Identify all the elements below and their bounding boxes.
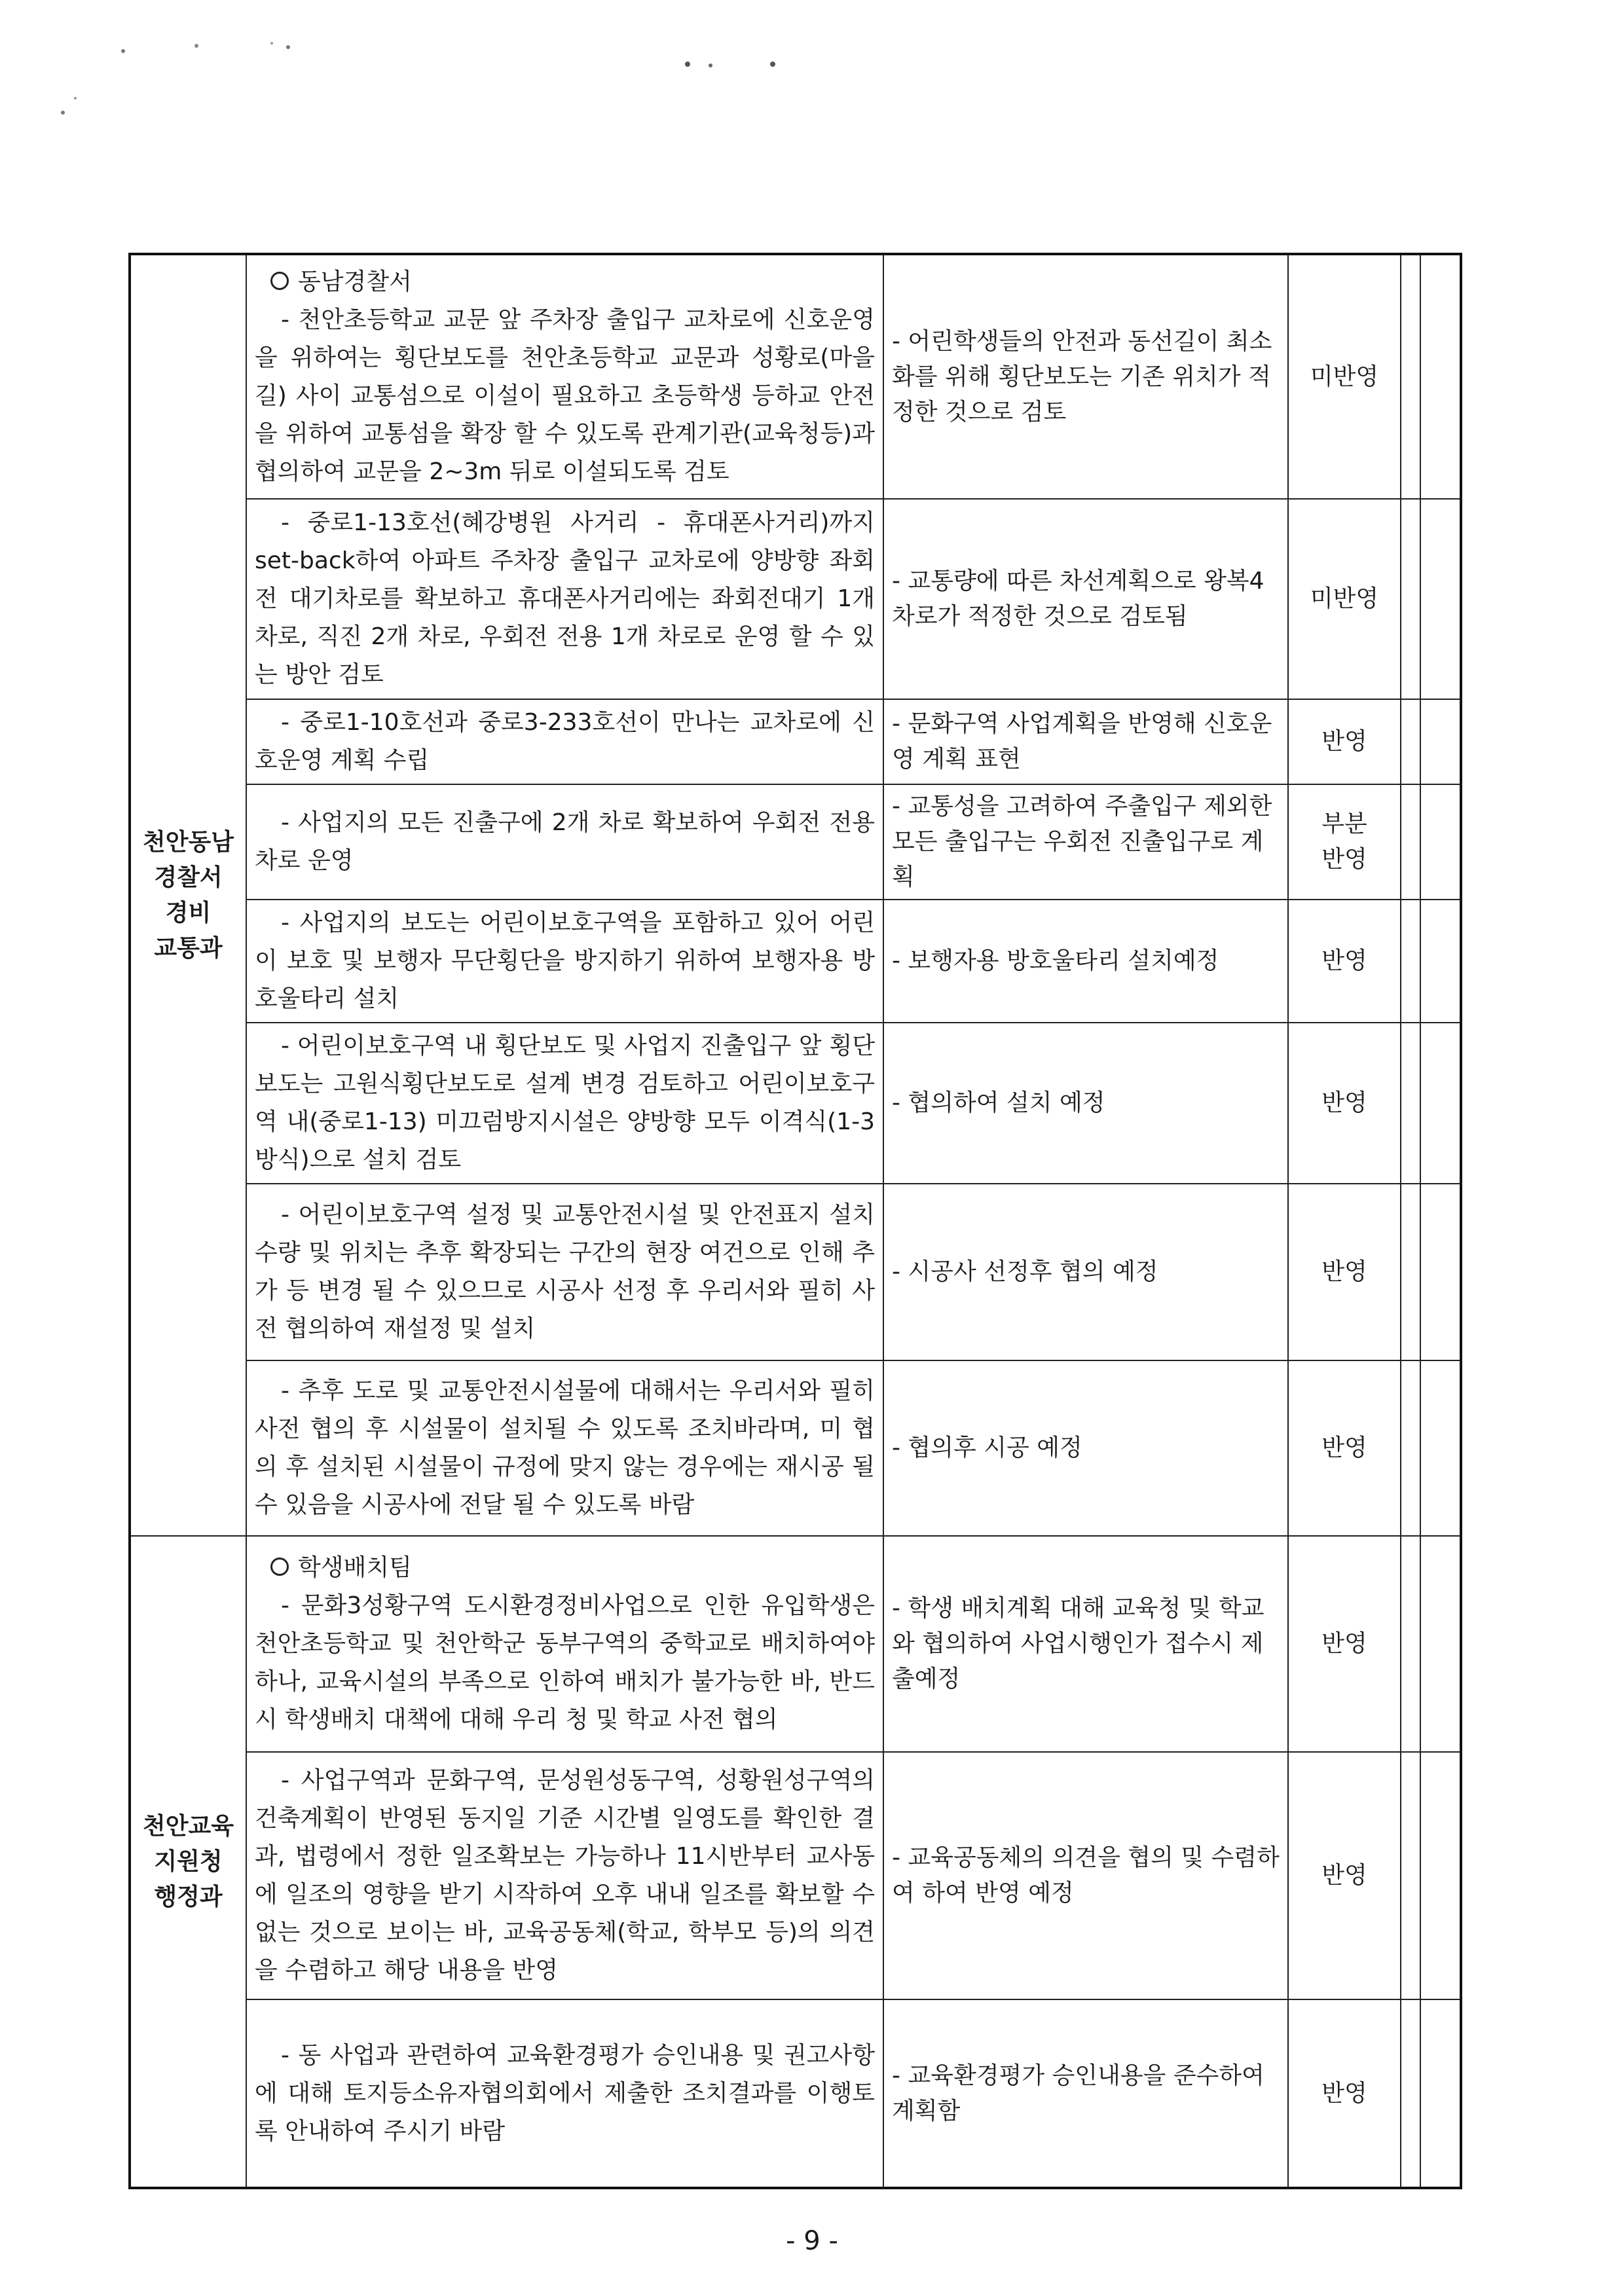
blank-cell — [1401, 1752, 1420, 1999]
opinion-text: - 사업지의 보도는 어린이보호구역을 포함하고 있어 어린이 보호 및 보행자 무단횡단을 방지하기 위하여 보행자용 방호울타리 설치 — [246, 900, 883, 1023]
table-row — [130, 1752, 1461, 1999]
opinion-cell — [246, 254, 883, 499]
blank-cell — [1401, 1023, 1420, 1184]
blank-cell — [1420, 1752, 1461, 1999]
circle-bullet-icon — [270, 1558, 289, 1576]
blank-cell — [1401, 699, 1420, 784]
blank-cell — [1420, 1184, 1461, 1360]
plan-text: - 어린학생들의 안전과 동선길이 최소화를 위해 횡단보도는 기존 위치가 적정한 것으로 검토 — [883, 254, 1288, 499]
opinion-text: - 문화3성황구역 도시환경정비사업으로 인한 유입학생은 천안초등학교 및 천안학군 동부구역의 중학교로 배치하여야하나, 교육시설의 부족으로 인하여 배치가 불가능한 바, 반드시 학생배치 대책에 대해 우리 청 및 학교 사전 협의 — [255, 1592, 875, 1733]
blank-cell — [1420, 254, 1461, 499]
table-row — [130, 1184, 1461, 1360]
blank-cell — [1420, 499, 1461, 699]
opinion-text: - 중로1-10호선과 중로3-233호선이 만나는 교차로에 신호운영 계획 수립 — [246, 699, 883, 784]
blank-cell — [1420, 1536, 1461, 1752]
page-number: - 9 - — [786, 2226, 838, 2256]
blank-cell — [1401, 1536, 1420, 1752]
org-cell — [130, 1536, 246, 2188]
table-row — [130, 784, 1461, 900]
status-text: 반영 — [1288, 1999, 1401, 2188]
org-line: 경비 — [165, 899, 212, 926]
status-text: 반영 — [1288, 1023, 1401, 1184]
blank-cell — [1420, 1999, 1461, 2188]
org-line: 경찰서 — [154, 864, 223, 891]
opinion-text: - 어린이보호구역 설정 및 교통안전시설 및 안전표지 설치 수량 및 위치는 추후 확장되는 구간의 현장 여건으로 인해 추가 등 변경 될 수 있으므로 시공사 선정 후 우리서와 필히 사전 협의하여 재설정 및 설치 — [246, 1184, 883, 1360]
blank-cell — [1401, 900, 1420, 1023]
status-text: 반영 — [1288, 1184, 1401, 1360]
blank-cell — [1401, 1360, 1420, 1536]
plan-text: - 교통성을 고려하여 주출입구 제외한 모든 출입구는 우회전 진출입구로 계획 — [883, 784, 1288, 900]
blank-cell — [1420, 1023, 1461, 1184]
opinion-text: - 동 사업과 관련하여 교육환경평가 승인내용 및 권고사항에 대해 토지등소유자협의회에서 제출한 조치결과를 이행토록 안내하여 주시기 바람 — [246, 1999, 883, 2188]
plan-text: - 교육환경평가 승인내용을 준수하여 계획함 — [883, 1999, 1288, 2188]
table-row — [130, 499, 1461, 699]
plan-text: - 시공사 선정후 협의 예정 — [883, 1184, 1288, 1360]
blank-cell — [1401, 784, 1420, 900]
status-text: 반영 — [1288, 900, 1401, 1023]
blank-cell — [1401, 1184, 1420, 1360]
section-header: 동남경찰서 — [298, 268, 412, 295]
status-text: 반영 — [1288, 1752, 1401, 1999]
org-line: 천안교육 — [142, 1812, 234, 1840]
status-text: 반영 — [1288, 1360, 1401, 1536]
section-header: 학생배치팀 — [298, 1554, 412, 1581]
scan-specks — [0, 0, 1624, 196]
status-text: 미반영 — [1288, 254, 1401, 499]
opinion-text: - 중로1-13호선(혜강병원 사거리 - 휴대폰사거리)까지 set-back하여 아파트 주차장 출입구 교차로에 양방향 좌회전 대기차로를 확보하고 휴대폰사거리에는 좌회전대기 1개 차로, 직진 2개 차로, 우회전 전용 1개 차로로 운영 할 수 있는 방안 검토 — [246, 499, 883, 699]
plan-text: - 협의하여 설치 예정 — [883, 1023, 1288, 1184]
plan-text: - 협의후 시공 예정 — [883, 1360, 1288, 1536]
blank-cell — [1420, 1360, 1461, 1536]
org-line: 행정과 — [154, 1883, 223, 1910]
status-text: 반영 — [1288, 699, 1401, 784]
table-row — [130, 254, 1461, 499]
plan-text: - 학생 배치계획 대해 교육청 및 학교와 협의하여 사업시행인가 접수시 제출예정 — [883, 1536, 1288, 1752]
table-row — [130, 1023, 1461, 1184]
status-text: 미반영 — [1288, 499, 1401, 699]
opinion-cell — [246, 1536, 883, 1752]
status-text: 반영 — [1288, 1536, 1401, 1752]
blank-cell — [1401, 254, 1420, 499]
opinion-text: - 사업지의 모든 진출구에 2개 차로 확보하여 우회전 전용차로 운영 — [246, 784, 883, 900]
table-row — [130, 1360, 1461, 1536]
table-row — [130, 1536, 1461, 1752]
plan-text: - 문화구역 사업계획을 반영해 신호운영 계획 표현 — [883, 699, 1288, 784]
plan-text: - 교통량에 따른 차선계획으로 왕복4차로가 적정한 것으로 검토됨 — [883, 499, 1288, 699]
opinion-text: - 사업구역과 문화구역, 문성원성동구역, 성황원성구역의 건축계획이 반영된 동지일 기준 시간별 일영도를 확인한 결과, 법령에서 정한 일조확보는 가능하나 11시반부터 교사동에 일조의 영향을 받기 시작하여 오후 내내 일조를 확보할 수 없는 것으로 보이는 바, 교육공동체(학교, 학부모 등)의 의견을 수렴하고 해당 내용을 반영 — [246, 1752, 883, 1999]
blank-cell — [1420, 900, 1461, 1023]
table-row — [130, 900, 1461, 1023]
org-line: 지원청 — [154, 1848, 223, 1875]
document-page — [128, 253, 1460, 2189]
circle-bullet-icon — [270, 272, 289, 290]
review-table — [128, 253, 1462, 2189]
org-cell — [130, 254, 246, 1536]
org-line: 교통과 — [154, 934, 223, 962]
status-text: 부분 반영 — [1288, 784, 1401, 900]
opinion-text: - 천안초등학교 교문 앞 주차장 출입구 교차로에 신호운영을 위하여는 횡단보도를 천안초등학교 교문과 성황로(마을길) 사이 교통섬으로 이설이 필요하고 초등학생 등하교 안전을 위하여 교통섬을 확장 할 수 있도록 관계기관(교육청등)과 협의하여 교문을 2~3m 뒤로 이설되도록 검토 — [255, 306, 875, 485]
blank-cell — [1401, 499, 1420, 699]
plan-text: - 보행자용 방호울타리 설치예정 — [883, 900, 1288, 1023]
table-row — [130, 1999, 1461, 2188]
table-row — [130, 699, 1461, 784]
blank-cell — [1401, 1999, 1420, 2188]
opinion-text: - 추후 도로 및 교통안전시설물에 대해서는 우리서와 필히 사전 협의 후 시설물이 설치될 수 있도록 조치바라며, 미 협의 후 설치된 시설물이 규정에 맞지 않는 경우에는 재시공 될 수 있음을 시공사에 전달 될 수 있도록 바람 — [246, 1360, 883, 1536]
org-line: 천안동남 — [142, 828, 234, 856]
opinion-text: - 어린이보호구역 내 횡단보도 및 사업지 진출입구 앞 횡단보도는 고원식횡단보도로 설계 변경 검토하고 어린이보호구역 내(중로1-13) 미끄럼방지시설은 양방향 모두 이격식(1-3 방식)으로 설치 검토 — [246, 1023, 883, 1184]
plan-text: - 교육공동체의 의견을 협의 및 수렴하여 하여 반영 예정 — [883, 1752, 1288, 1999]
blank-cell — [1420, 784, 1461, 900]
blank-cell — [1420, 699, 1461, 784]
